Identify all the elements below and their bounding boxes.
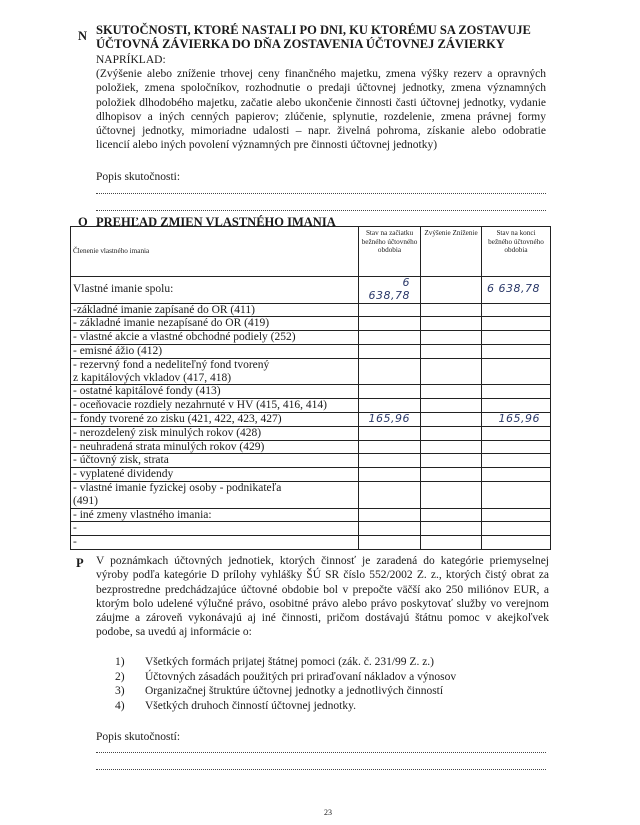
cell-start-value[interactable] [359, 385, 421, 399]
row-label: - iné zmeny vlastného imania: [71, 508, 359, 522]
section-o-title: PREHĽAD ZMIEN VLASTNÉHO IMANIA [96, 215, 336, 229]
cell-start-value[interactable] [359, 331, 421, 345]
page-number: 23 [324, 808, 332, 817]
section-p-list [115, 655, 456, 713]
cell-end-value[interactable]: 165,96 [482, 412, 551, 426]
cell-end-value[interactable] [482, 468, 551, 482]
cell-start-value[interactable] [359, 468, 421, 482]
section-n-title-line2: ÚČTOVNÁ ZÁVIERKA DO DŇA ZOSTAVENIA ÚČTOVNEJ ZÁVIERKY [96, 37, 505, 51]
cell-change-value[interactable] [421, 536, 482, 550]
cell-start-value[interactable] [359, 317, 421, 331]
section-n-letter: N [78, 29, 88, 43]
cell-end-value[interactable] [482, 303, 551, 317]
row-label: - ostatné kapitálové fondy (413) [71, 385, 359, 399]
cell-start-value[interactable] [359, 536, 421, 550]
cell-change-value[interactable] [421, 481, 482, 508]
section-p-description-label: Popis skutočností: [96, 731, 181, 743]
cell-end-value[interactable] [482, 317, 551, 331]
cell-change-value[interactable] [421, 385, 482, 399]
table-row [71, 277, 551, 304]
header-start: Stav na začiatku bežného účtovného obdobia [359, 227, 421, 277]
row-label: - nerozdelený zisk minulých rokov (428) [71, 426, 359, 440]
cell-start-value[interactable] [359, 508, 421, 522]
table-row [71, 536, 551, 550]
cell-end-value[interactable]: 6 638,78 [482, 277, 551, 304]
cell-end-value[interactable] [482, 385, 551, 399]
table-row [71, 522, 551, 536]
cell-change-value[interactable] [421, 331, 482, 345]
row-label: - rezervný fond a nedeliteľný fond tvorený z kapitálových vkladov (417, 418) [71, 358, 359, 385]
cell-change-value[interactable] [421, 317, 482, 331]
table-row [71, 399, 551, 413]
cell-start-value[interactable] [359, 358, 421, 385]
table-row [71, 468, 551, 482]
table-row [71, 426, 551, 440]
table-row [71, 344, 551, 358]
cell-start-value[interactable] [359, 399, 421, 413]
section-n-description-line-1[interactable] [96, 192, 546, 194]
list-item: 1) Všetkých formách prijatej štátnej pomoci (zák. č. 231/99 Z. z.) [115, 656, 434, 668]
header-change: Zvýšenie Zníženie [421, 227, 482, 277]
table-row [71, 385, 551, 399]
cell-start-value[interactable] [359, 344, 421, 358]
row-label: - neuhradená strata minulých rokov (429) [71, 440, 359, 454]
cell-change-value[interactable] [421, 358, 482, 385]
section-n-description-label: Popis skutočnosti: [96, 171, 181, 183]
cell-change-value[interactable] [421, 440, 482, 454]
cell-start-value[interactable] [359, 303, 421, 317]
row-label: - vyplatené dividendy [71, 468, 359, 482]
header-item: Členenie vlastného imania [71, 227, 359, 277]
table-row [71, 331, 551, 345]
cell-change-value[interactable] [421, 522, 482, 536]
row-label: - účtovný zisk, strata [71, 454, 359, 468]
cell-end-value[interactable] [482, 331, 551, 345]
cell-change-value[interactable] [421, 468, 482, 482]
table-row [71, 317, 551, 331]
section-n-title-line1: SKUTOČNOSTI, KTORÉ NASTALI PO DNI, KU KTORÉMU SA ZOSTAVUJE [96, 23, 531, 37]
cell-change-value[interactable] [421, 344, 482, 358]
section-o-letter: O [78, 215, 88, 229]
row-label: - emisné ážio (412) [71, 344, 359, 358]
cell-start-value[interactable] [359, 522, 421, 536]
cell-change-value[interactable] [421, 454, 482, 468]
cell-start-value[interactable] [359, 454, 421, 468]
section-p-description-line-1[interactable] [96, 751, 546, 753]
list-item: 3) Organizačnej štruktúre účtovnej jednotky a jednotlivých činností [115, 685, 444, 697]
cell-change-value[interactable] [421, 412, 482, 426]
cell-change-value[interactable] [421, 277, 482, 304]
cell-end-value[interactable] [482, 426, 551, 440]
equity-changes-table [70, 226, 551, 550]
section-p-description-line-2[interactable] [96, 768, 546, 770]
cell-end-value[interactable] [482, 481, 551, 508]
table-row [71, 412, 551, 426]
section-n-example-text: (Zvýšenie alebo zníženie trhovej ceny finančného majetku, zmena výšky rezerv a opravných položiek, zmena spoločníkov, rozhodnutie o predaji účtovnej jednotky, zmena významných položiek dlhodobého majetku, začatie alebo ukončenie činnosti časti účtovnej jednotky, vydanie dlhopisov a iných cenných papierov; zlúčenie, splynutie, rozdelenie, zmena právnej formy účtovnej jednotky, mimoriadne udalosti – napr. živelná pohroma, získanie alebo odobratie licencií alebo iných povolení významných pre činnosti účtovnej jednotky) [96, 68, 546, 152]
section-n-title [96, 23, 531, 51]
table-row [71, 440, 551, 454]
section-p-letter: P [76, 556, 84, 570]
cell-change-value[interactable] [421, 303, 482, 317]
cell-end-value[interactable] [482, 508, 551, 522]
row-label: - vlastné akcie a vlastné obchodné podiely (252) [71, 331, 359, 345]
list-item: 4) Všetkých druhoch činností účtovnej jednotky. [115, 699, 357, 712]
row-label: - vlastné imanie fyzickej osoby - podnikateľa (491) [71, 481, 359, 508]
cell-start-value[interactable] [359, 426, 421, 440]
cell-start-value[interactable]: 165,96 [359, 412, 421, 426]
cell-end-value[interactable] [482, 440, 551, 454]
cell-end-value[interactable] [482, 344, 551, 358]
cell-end-value[interactable] [482, 358, 551, 385]
cell-start-value[interactable]: 6 638,78 [359, 277, 421, 304]
row-label: - [71, 536, 359, 550]
section-p-text: V poznámkach účtovných jednotiek, ktorých činnosť je zaradená do kategórie priemyselnej výroby podľa kategórie D prílohy vyhlášky ŠÚ SR číslo 552/2002 Z. z., ktorých čistý obrat za bezprostredne predchádzajúce účtovné obdobie bol v prepočte väčší ako 250 miliónov EUR, a ktorým bolo udelené výlučné právo, osobitné právo alebo právo poskytovať služby vo verejnom záujme a zároveň vykonávajú aj iné činnosti, pričom dostávajú štátnu pomoc v akejkoľvek podobe, sa uvedú aj informácie o: [96, 555, 549, 639]
row-label: Vlastné imanie spolu: [71, 277, 359, 304]
cell-change-value[interactable] [421, 508, 482, 522]
cell-start-value[interactable] [359, 440, 421, 454]
row-label: - [71, 522, 359, 536]
row-label: - fondy tvorené zo zisku (421, 422, 423, 427) [71, 412, 359, 426]
table-row [71, 303, 551, 317]
section-n-example-label: NAPRÍKLAD: [96, 54, 166, 66]
table-row [71, 454, 551, 468]
table-row [71, 481, 551, 508]
cell-start-value[interactable] [359, 481, 421, 508]
table-header-row [71, 227, 551, 277]
cell-end-value[interactable] [482, 454, 551, 468]
cell-end-value[interactable] [482, 536, 551, 550]
cell-change-value[interactable] [421, 426, 482, 440]
list-item: 2) Účtovných zásadách použitých pri priraďovaní nákladov a výnosov [115, 670, 457, 683]
row-label: -základné imanie zapísané do OR (411) [71, 303, 359, 317]
table-row [71, 508, 551, 522]
cell-end-value[interactable] [482, 522, 551, 536]
row-label: - oceňovacie rozdiely nezahrnuté v HV (415, 416, 414) [71, 399, 359, 413]
cell-change-value[interactable] [421, 399, 482, 413]
table-row [71, 358, 551, 385]
cell-end-value[interactable] [482, 399, 551, 413]
section-n-description-line-2[interactable] [96, 209, 546, 211]
row-label: - základné imanie nezapísané do OR (419) [71, 317, 359, 331]
header-end: Stav na konci bežného účtovného obdobia [482, 227, 551, 277]
